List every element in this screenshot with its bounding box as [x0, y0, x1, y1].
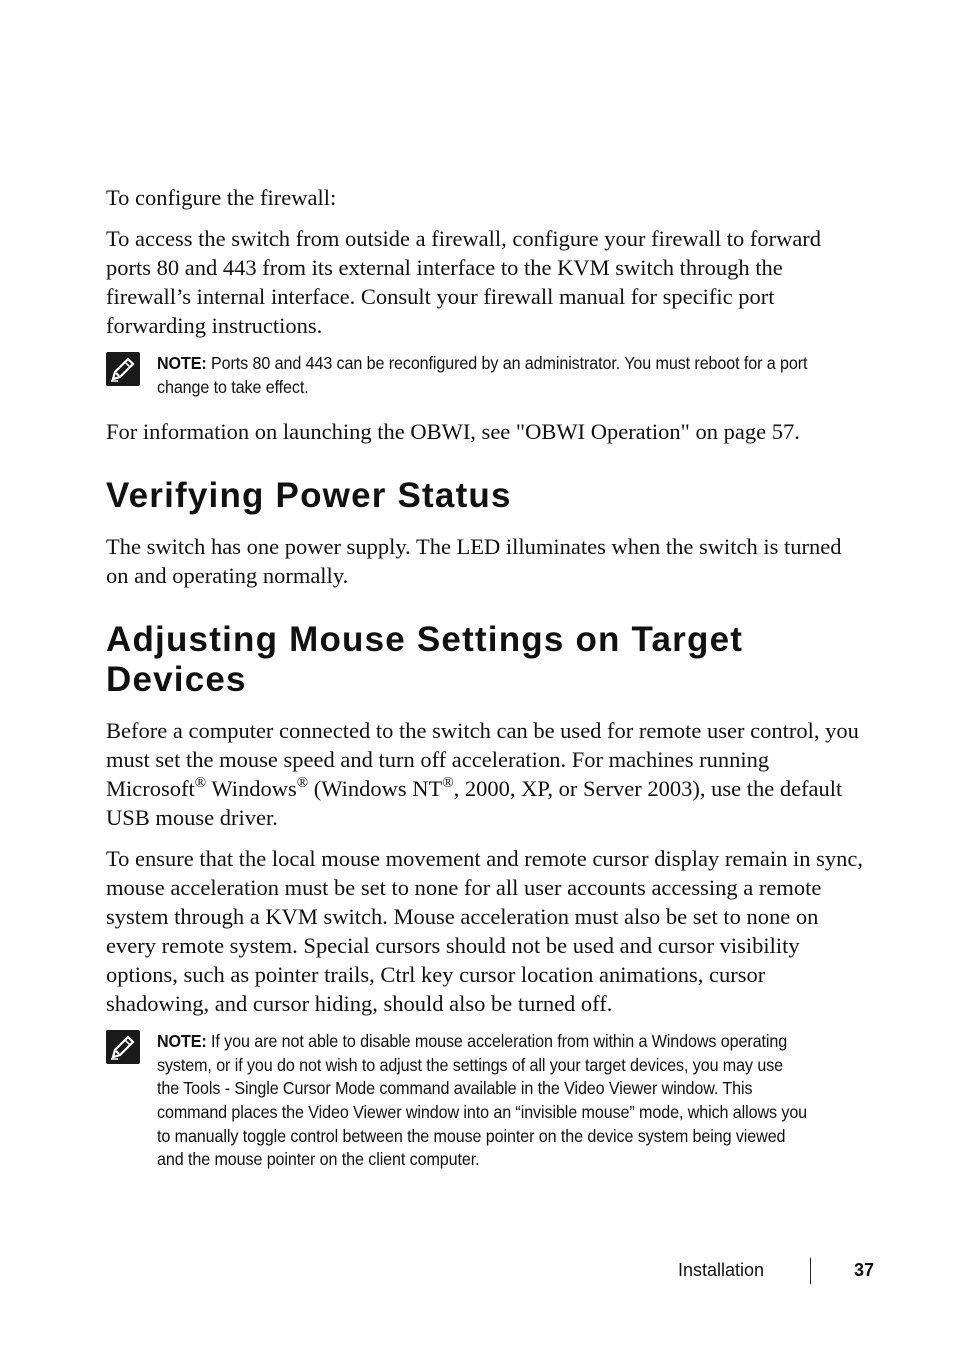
page-number: 37: [854, 1260, 875, 1280]
text-run: (Windows NT: [308, 776, 443, 802]
note-body: Ports 80 and 443 can be reconfigured by an administrator. You must reboot for a port change to take effect.: [157, 353, 808, 397]
footer-section-name: Installation: [678, 1260, 765, 1280]
pencil-note-icon: [106, 1030, 140, 1064]
power-paragraph: The switch has one power supply. The LED illuminates when the switch is turned on and operating normally.: [106, 534, 842, 589]
note-ports: [106, 352, 866, 399]
registered-mark: ®: [442, 775, 454, 792]
section-title-mouse: Adjusting Mouse Settings on Target Devices: [106, 620, 744, 700]
registered-mark: ®: [296, 775, 309, 792]
note-ports-text: [157, 352, 809, 399]
note-label: NOTE:: [157, 353, 207, 373]
pencil-note-icon: [106, 352, 140, 386]
firewall-paragraph: To access the switch from outside a firewall, configure your firewall to forward ports 80 and 443 from its external interface to the KVM switch through the firewall’s internal interface. Consult your firewall manual for specific port forwarding instructions.: [106, 226, 822, 338]
text-run: Before a computer connected to the switch can be used for remote user control, you must set the mouse speed and turn off acceleration. For machines running Microsoft: [106, 718, 859, 802]
note-body: If you are not able to disable mouse acceleration from within a Windows operating system, or if you do not wish to adjust the settings of all your target devices, you may use the Tools - Single Cursor Mode command available in the Video Viewer window. This command places the Video Viewer window into an “invisible mouse” mode, which allows you to manually toggle control between the mouse pointer on the device system being viewed and the mouse pointer on the client computer.: [157, 1031, 808, 1170]
mouse-paragraph-2: To ensure that the local mouse movement and remote cursor display remain in sync, mouse acceleration must be set to none for all user accounts accessing a remote system through a KVM switch. Mouse acceleration must also be set to none on every remote system. Special cursors should not be used and cursor visibility options, such as pointer trails, Ctrl key cursor location animations, cursor shadowing, and cursor hiding, should also be turned off.: [106, 846, 863, 1017]
page-content: [106, 183, 866, 1190]
text-run: Windows: [206, 776, 297, 802]
note-mouse: [106, 1030, 866, 1172]
mouse-paragraph-1: [106, 716, 866, 832]
registered-mark: ®: [194, 775, 207, 792]
footer-divider: [810, 1258, 811, 1284]
section-title-power: Verifying Power Status: [106, 476, 512, 516]
note-label: NOTE:: [157, 1031, 207, 1052]
note-mouse-text: [157, 1030, 809, 1172]
text-run: , 2000, XP, or Server 2003), use the default USB mouse driver.: [106, 776, 843, 831]
firewall-intro: To configure the firewall:: [106, 185, 337, 210]
obwi-info-line: For information on launching the OBWI, see "OBWI Operation" on page 57.: [106, 419, 800, 445]
